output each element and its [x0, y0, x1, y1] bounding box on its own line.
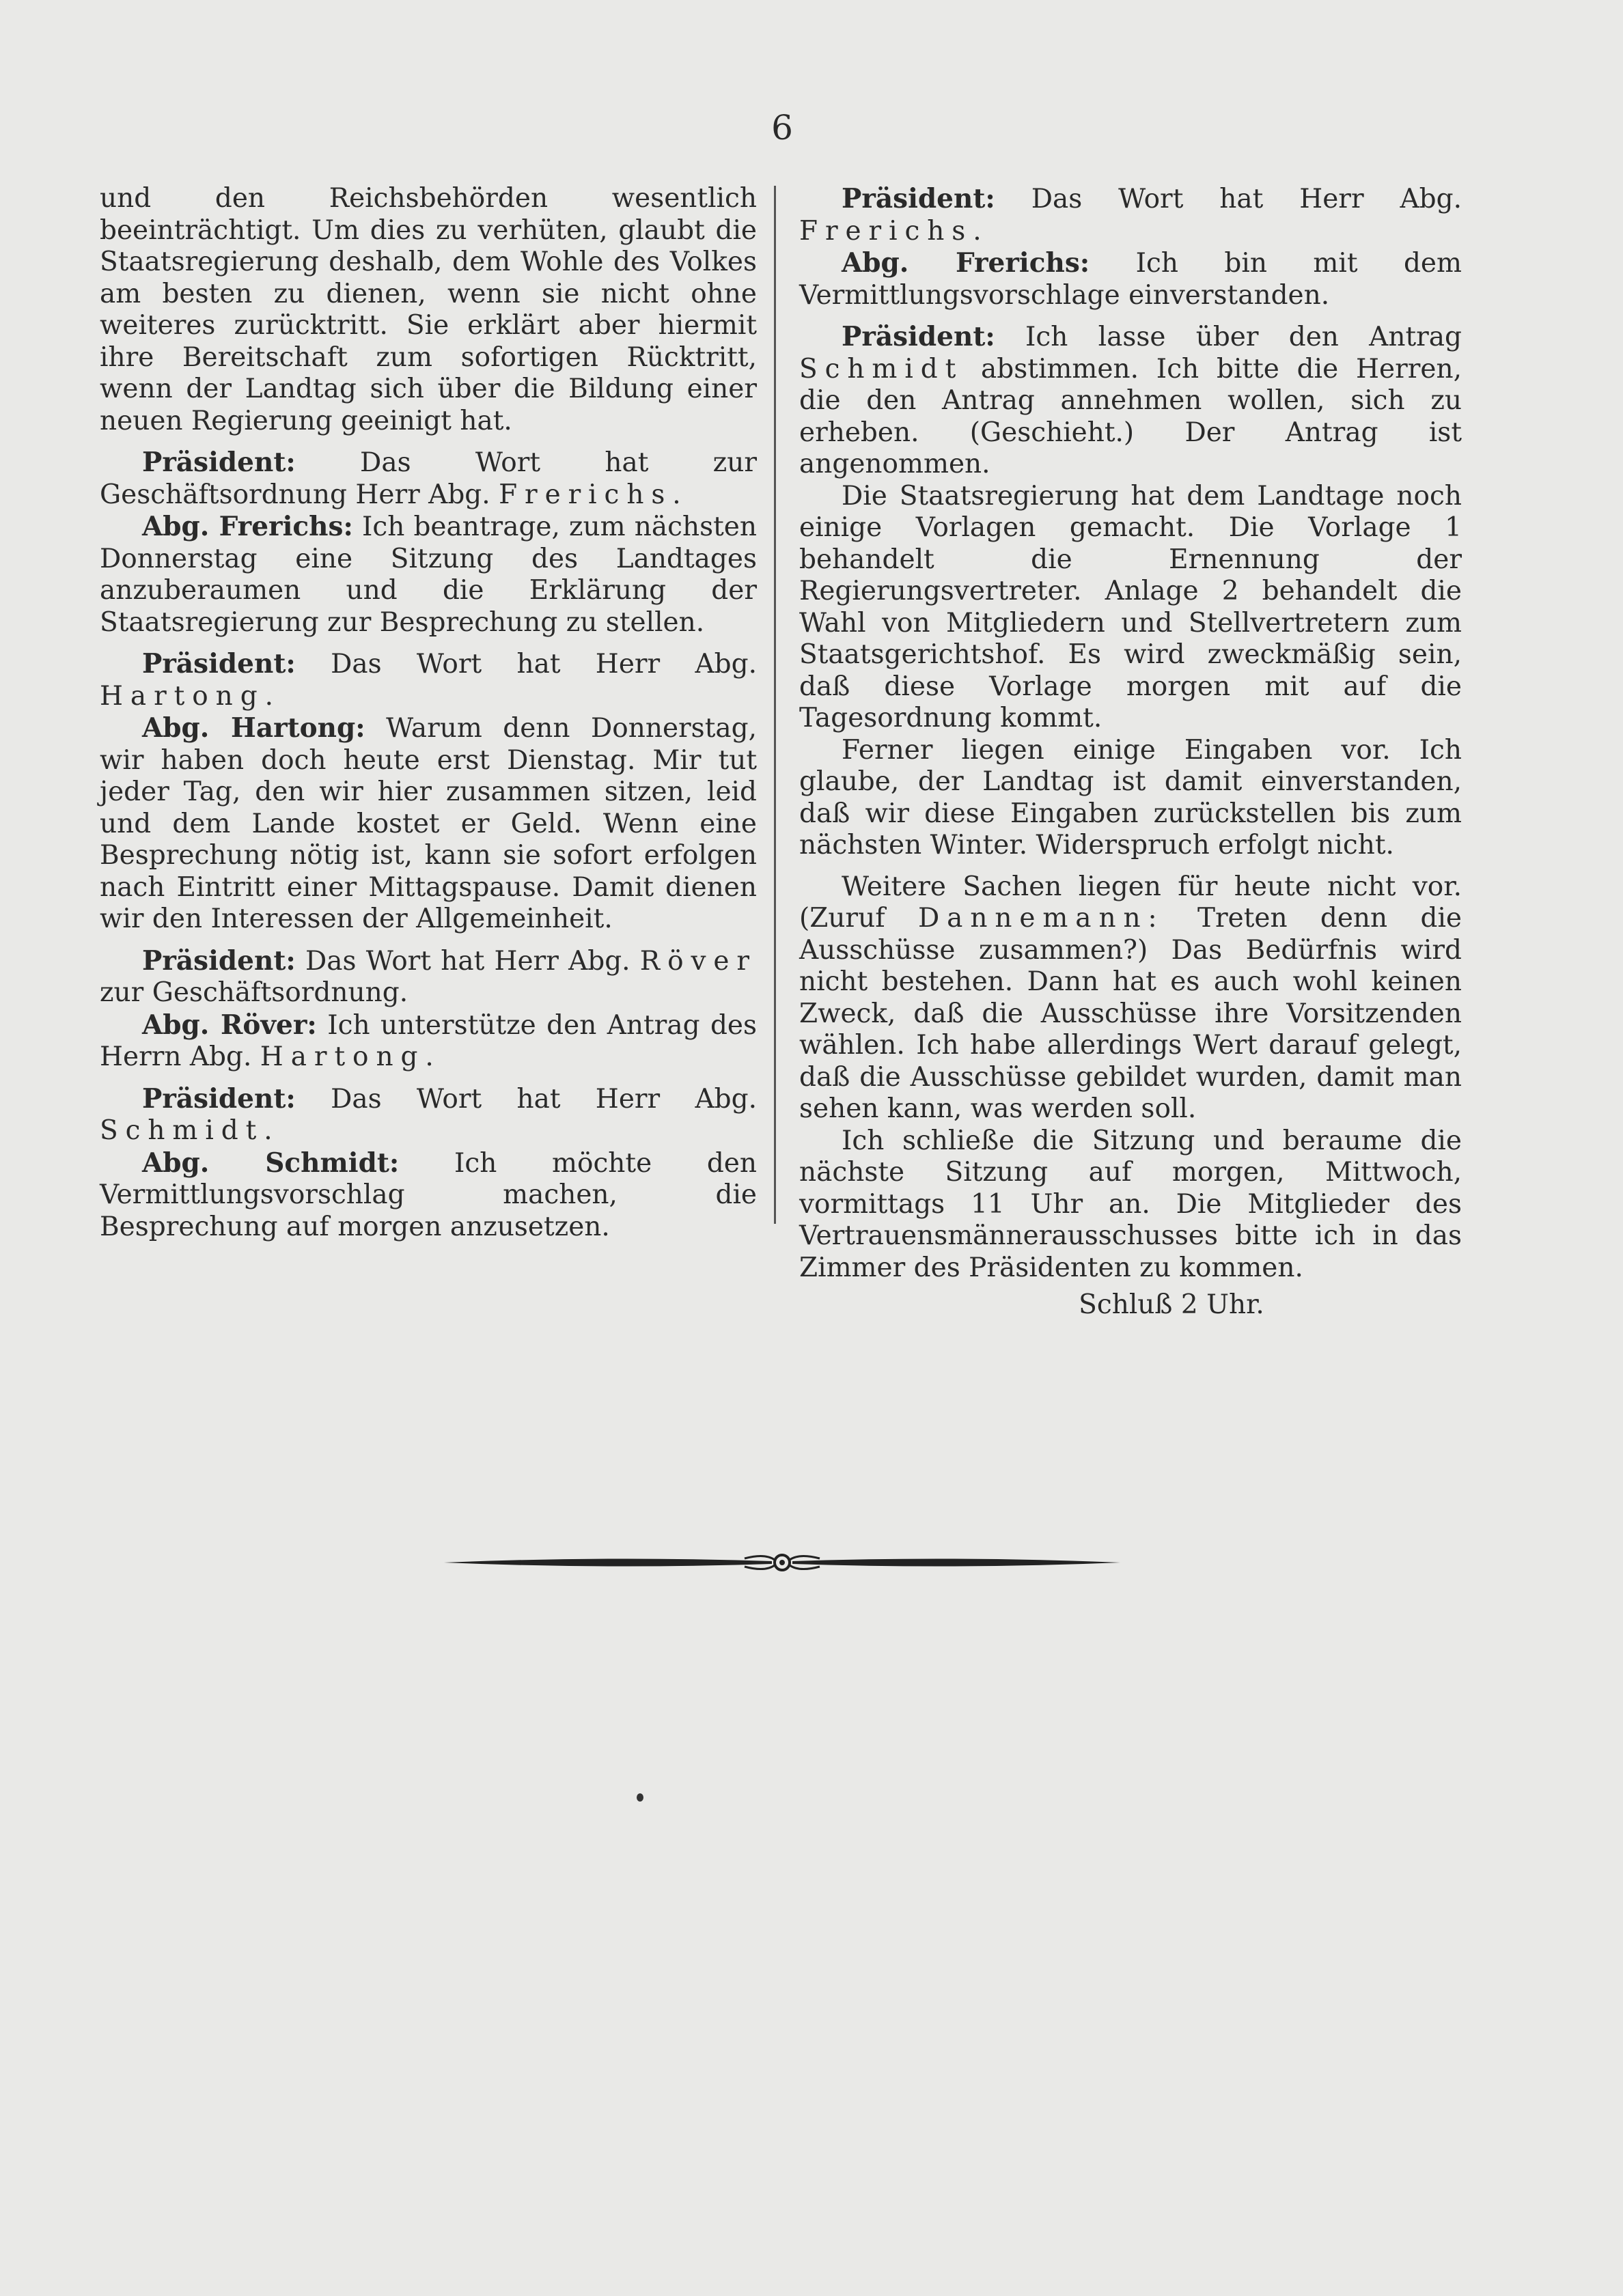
speaker-name: Hartong. — [260, 1041, 441, 1072]
paragraph-text: Das Wort hat Herr Abg. — [331, 1083, 757, 1115]
paragraph-text: zur Geschäftsordnung. — [100, 977, 408, 1008]
paragraph — [100, 648, 757, 712]
speaker-name: Dannemann: — [917, 903, 1165, 934]
paragraph — [799, 871, 1462, 1125]
paragraph-text: Warum denn Donnerstag, wir haben doch heute erst Dienstag. Mir tut jeder Tag, den wir hier zusammen sitzen, leid und dem Lande kostet er Geld. Wenn eine Besprechung nötig ist, kann sie sofort erfolgen nach Eintritt einer Mittagspause. Damit dienen wir den Interessen der Allgemeinheit. — [100, 713, 757, 934]
page-number: 6 — [771, 108, 793, 148]
paragraph — [799, 247, 1462, 311]
paragraph-text: Das Wort hat Herr Abg. — [305, 945, 630, 977]
speaker-label: Präsident: — [142, 944, 296, 977]
paragraph-text: Weitere Sachen liegen für heute nicht vor. (Zuruf — [799, 871, 1462, 934]
paragraph — [799, 1125, 1462, 1285]
speaker-name: Hartong. — [100, 680, 281, 712]
speaker-label: Präsident: — [142, 648, 296, 680]
speaker-label: Abg. Schmidt: — [142, 1147, 400, 1179]
speaker-label: Präsident: — [842, 183, 995, 214]
paragraph-text: abstimmen. Ich bitte die Herren, die den Antrag annehmen wollen, sich zu erheben. (Geschieht.) Der Antrag ist angenommen. — [799, 353, 1462, 479]
paragraph — [100, 1009, 757, 1074]
paragraph — [100, 712, 757, 936]
paragraph — [100, 183, 757, 437]
ink-speck — [637, 1793, 643, 1802]
paragraph-text: Ich möchte den Vermittlungsvorschlag machen, die Besprechung auf morgen anzusetzen. — [100, 1147, 758, 1242]
paragraph — [799, 321, 1462, 481]
right-column — [799, 183, 1462, 1321]
speaker-label: Abg. Frerichs: — [142, 511, 353, 542]
paragraph — [100, 1147, 757, 1244]
speaker-name: Frerichs. — [799, 215, 989, 247]
paragraph-text: Ich lasse über den Antrag — [1025, 322, 1462, 352]
speaker-label: Abg. Hartong: — [142, 712, 365, 744]
paragraph-text: Ich bin mit dem Vermittlungsvorschlage einverstanden. — [799, 248, 1462, 311]
speaker-label: Abg. Frerichs: — [842, 247, 1090, 279]
paragraph-text: Die Staatsregierung hat dem Landtage noch einige Vorlagen gemacht. Die Vorlage 1 behandelt die Ernennung der Regierungsvertreter. Anlage 2 behandelt die Wahl von Mitgliedern und Stellvertretern zum Staatsgerichtshof. Es wird zweckmäßig sein, daß diese Vorlage morgen mit auf die Tagesordnung kommt. — [799, 480, 1462, 733]
speaker-label: Präsident: — [842, 321, 995, 352]
ornament-divider-icon — [444, 1549, 1120, 1576]
speaker-label: Abg. Röver: — [142, 1009, 317, 1041]
closing-line: Schluß 2 Uhr. — [1079, 1289, 1264, 1320]
paragraph-text: Ferner liegen einige Eingaben vor. Ich glaube, der Landtag ist damit einverstanden, daß wir diese Eingaben zurückstellen bis zum nächsten Winter. Widerspruch erfolgt nicht. — [799, 734, 1462, 860]
left-column — [100, 183, 757, 1243]
paragraph-text: und den Reichsbehörden wesentlich beeinträchtigt. Um dies zu verhüten, glaubt die Staatsregierung deshalb, dem Wohle des Volkes am besten zu dienen, wenn sie nicht ohne weiteres zurücktritt. Sie erklärt aber hiermit ihre Bereitschaft zum sofortigen Rücktritt, wenn der Landtag sich über die Bildung einer neuen Regierung geeinigt hat. — [100, 183, 757, 436]
paragraph-text: Das Wort hat Herr Abg. — [331, 649, 757, 680]
paragraph-text: Ich beantrage, zum nächsten Donnerstag eine Sitzung des Landtages anzuberaumen und die Erklärung der Staatsregierung zur Besprechung zu stellen. — [100, 512, 757, 638]
speaker-name: Röver — [639, 945, 757, 977]
paragraph — [100, 447, 757, 511]
speaker-name: Schmidt. — [100, 1115, 280, 1146]
speaker-label: Präsident: — [142, 447, 296, 478]
column-divider — [774, 186, 776, 1224]
paragraph — [100, 511, 757, 639]
paragraph-text: Ich schließe die Sitzung und beraume die nächste Sitzung auf morgen, Mittwoch, vormittags 11 Uhr an. Die Mitglieder des Vertrauensmännerausschusses bitte ich in das Zimmer des Präsidenten zu kommen. — [799, 1125, 1462, 1283]
speaker-label: Präsident: — [142, 1082, 296, 1115]
speaker-name: Schmidt — [799, 353, 964, 384]
paragraph-text: Das Wort hat zur Geschäftsordnung Herr Abg. — [100, 447, 757, 510]
paragraph-text: Das Wort hat Herr Abg. — [1031, 184, 1462, 214]
paragraph — [100, 1083, 757, 1147]
paragraph — [799, 735, 1462, 862]
paragraph-text: Treten denn die Ausschüsse zusammen?) Das Bedürfnis wird nicht bestehen. Dann hat es auch wohl keinen Zweck, daß die Ausschüsse ihre Vorsitzenden wählen. Ich habe allerdings Wert darauf gelegt, daß die Ausschüsse gebildet wurden, damit man sehen kann, was werden soll. — [799, 903, 1462, 1124]
speaker-name: Frerichs. — [499, 479, 689, 510]
paragraph — [100, 945, 757, 1009]
paragraph — [799, 481, 1462, 735]
paragraph — [799, 183, 1462, 247]
paragraph-text: Ich unterstütze den Antrag des Herrn Abg. — [100, 1009, 758, 1072]
